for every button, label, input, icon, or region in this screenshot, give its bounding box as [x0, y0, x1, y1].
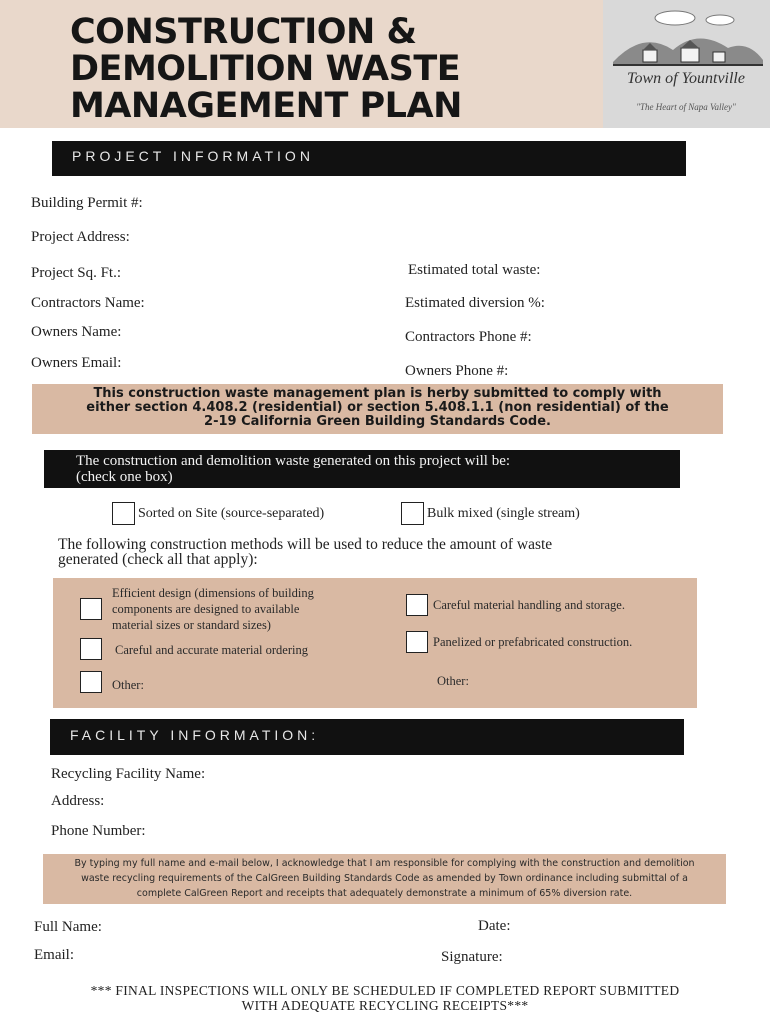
sorted-on-site-checkbox[interactable] [112, 502, 135, 525]
panelized-checkbox[interactable] [406, 631, 428, 653]
sorted-on-site-label: Sorted on Site (source-separated) [138, 506, 325, 521]
owners-email-label: Owners Email: [31, 355, 122, 371]
building-permit-label: Building Permit #: [31, 195, 143, 211]
methods-instruction [58, 537, 552, 567]
facility-information-heading: FACILITY INFORMATION: [50, 719, 684, 755]
facility-name-label: Recycling Facility Name: [51, 766, 206, 782]
facility-address-label: Address: [51, 793, 105, 809]
ack-line: waste recycling requirements of the CalGreen Building Standards Code as amended by Town ordinance including submittal of a [81, 873, 688, 884]
full-name-label: Full Name: [34, 919, 102, 935]
acknowledgement-notice [43, 854, 726, 904]
title-line: MANAGEMENT PLAN [70, 86, 462, 126]
owners-phone-label: Owners Phone #: [405, 363, 509, 379]
waste-generated-instruction: (check one box) [76, 469, 173, 485]
final-inspection-note [20, 983, 750, 1013]
notice-line: either section 4.408.2 (residential) or section 5.408.1.1 (non residential) of the [86, 400, 669, 415]
email-label: Email: [34, 947, 74, 963]
methods-line: generated (check all that apply): [58, 551, 258, 568]
other-left-label: Other: [112, 678, 144, 692]
estimated-diversion-label: Estimated diversion %: [405, 295, 545, 311]
logo-tagline: "The Heart of Napa Valley" [636, 102, 736, 112]
waste-generated-question: The construction and demolition waste generated on this project will be: [76, 453, 511, 469]
notice-line: 2-19 California Green Building Standards Code. [204, 414, 551, 429]
owners-name-label: Owners Name: [31, 324, 122, 340]
final-note-line: *** FINAL INSPECTIONS WILL ONLY BE SCHEDULED IF COMPLETED REPORT SUBMITTED [90, 983, 680, 998]
title-line: CONSTRUCTION & [70, 12, 417, 52]
logo-town-name: Town of Yountville [627, 70, 745, 87]
panelized-label: Panelized or prefabricated construction. [433, 635, 633, 649]
page-title [70, 14, 590, 125]
other-left-checkbox[interactable] [80, 671, 102, 693]
final-note-line: WITH ADEQUATE RECYCLING RECEIPTS*** [241, 998, 529, 1013]
waste-generated-bar [44, 450, 680, 488]
project-address-label: Project Address: [31, 229, 130, 245]
compliance-notice [32, 384, 723, 434]
careful-handling-label: Careful material handling and storage. [433, 598, 625, 612]
ack-line: complete CalGreen Report and receipts that adequately demonstrate a minimum of 65% diversion rate. [136, 888, 633, 899]
project-sqft-label: Project Sq. Ft.: [31, 265, 122, 281]
careful-ordering-checkbox[interactable] [80, 638, 102, 660]
date-label: Date: [478, 918, 511, 934]
efficient-design-line: Efficient design (dimensions of building [112, 586, 314, 600]
efficient-design-checkbox[interactable] [80, 598, 102, 620]
careful-ordering-label: Careful and accurate material ordering [115, 643, 308, 657]
efficient-design-line: components are designed to available [112, 602, 300, 616]
bulk-mixed-checkbox[interactable] [401, 502, 424, 525]
signature-label: Signature: [441, 949, 503, 965]
contractors-phone-label: Contractors Phone #: [405, 329, 532, 345]
title-line: DEMOLITION WASTE [70, 49, 461, 89]
ack-line: By typing my full name and e-mail below, I acknowledge that I am responsible for complying with the construction and demolition [74, 858, 695, 869]
bulk-mixed-label: Bulk mixed (single stream) [427, 506, 580, 521]
notice-line: This construction waste management plan is herby submitted to comply with [93, 386, 662, 401]
methods-line: The following construction methods will be used to reduce the amount of waste [58, 536, 553, 553]
contractors-name-label: Contractors Name: [31, 295, 145, 311]
efficient-design-label [112, 585, 314, 633]
estimated-total-waste-label: Estimated total waste: [408, 262, 541, 278]
careful-handling-checkbox[interactable] [406, 594, 428, 616]
efficient-design-line: material sizes or standard sizes) [112, 618, 271, 632]
other-right-label: Other: [437, 674, 469, 688]
facility-phone-label: Phone Number: [51, 823, 146, 839]
project-information-heading: PROJECT INFORMATION [52, 141, 686, 176]
